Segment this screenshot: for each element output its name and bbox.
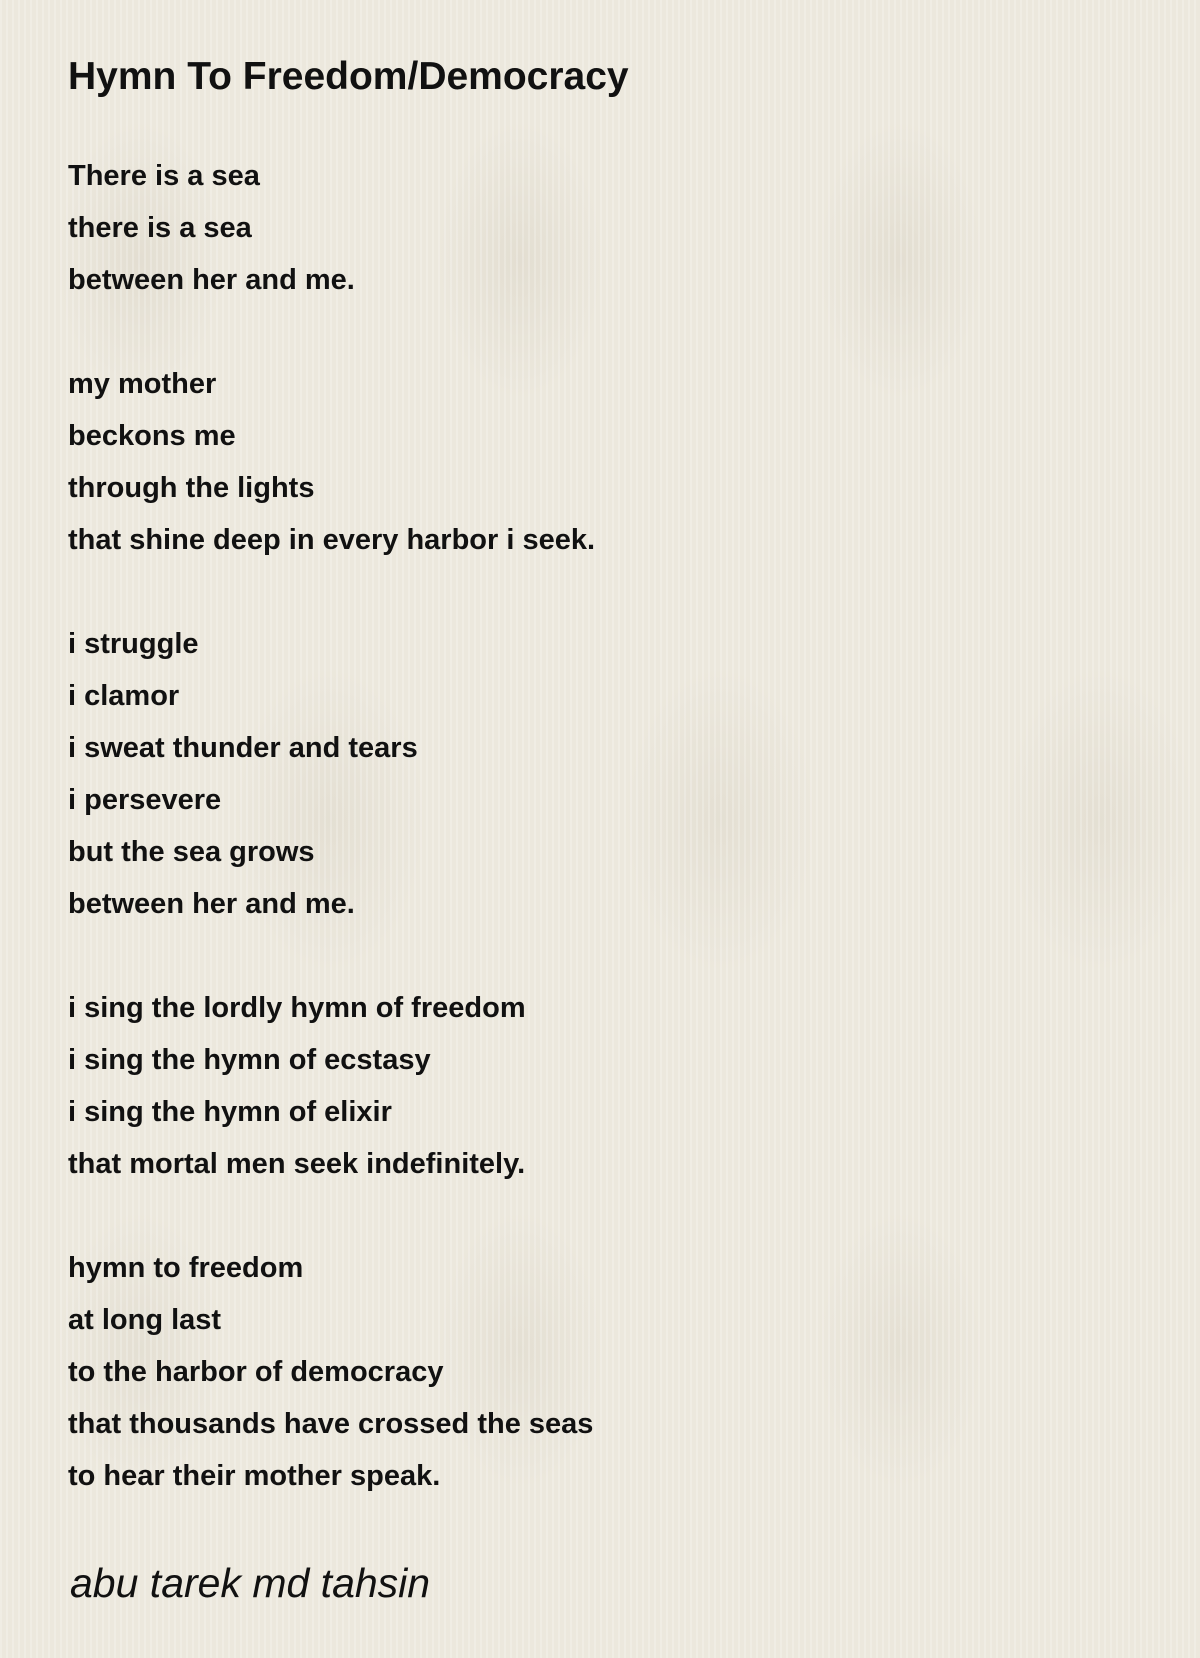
poem-line: i clamor <box>68 680 180 712</box>
stanza-3 <box>68 618 1068 930</box>
poem-line: i sing the hymn of elixir <box>68 1096 392 1128</box>
poem-line: There is a sea <box>68 160 260 192</box>
poem-line: i sing the lordly hymn of freedom <box>68 992 526 1024</box>
poem-line: that shine deep in every harbor i seek. <box>68 524 596 556</box>
poem-line: hymn to freedom <box>68 1252 304 1284</box>
poem-line: through the lights <box>68 472 315 504</box>
poem-line: beckons me <box>68 420 236 452</box>
stanza-4 <box>68 982 1068 1190</box>
poem-line: i persevere <box>68 784 222 816</box>
poem-line: i struggle <box>68 628 199 660</box>
poem-line: that mortal men seek indefinitely. <box>68 1148 526 1180</box>
poem-line: between her and me. <box>68 264 355 296</box>
poem-body <box>68 150 1068 1554</box>
poem-line: between her and me. <box>68 888 355 920</box>
poem-line: that thousands have crossed the seas <box>68 1408 594 1440</box>
poem-line: to hear their mother speak. <box>68 1460 441 1492</box>
stanza-1 <box>68 150 1068 306</box>
stanza-2 <box>68 358 1068 566</box>
poem-line: i sweat thunder and tears <box>68 732 418 764</box>
poem-line: there is a sea <box>68 212 252 244</box>
poem-line: my mother <box>68 368 217 400</box>
poem-author: abu tarek md tahsin <box>70 1560 431 1606</box>
poem-line: to the harbor of democracy <box>68 1356 444 1388</box>
stanza-5 <box>68 1242 1068 1502</box>
poem-line: i sing the hymn of ecstasy <box>68 1044 431 1076</box>
poem-line: but the sea grows <box>68 836 315 868</box>
poem-title: Hymn To Freedom/Democracy <box>68 55 629 98</box>
poem-line: at long last <box>68 1304 222 1336</box>
